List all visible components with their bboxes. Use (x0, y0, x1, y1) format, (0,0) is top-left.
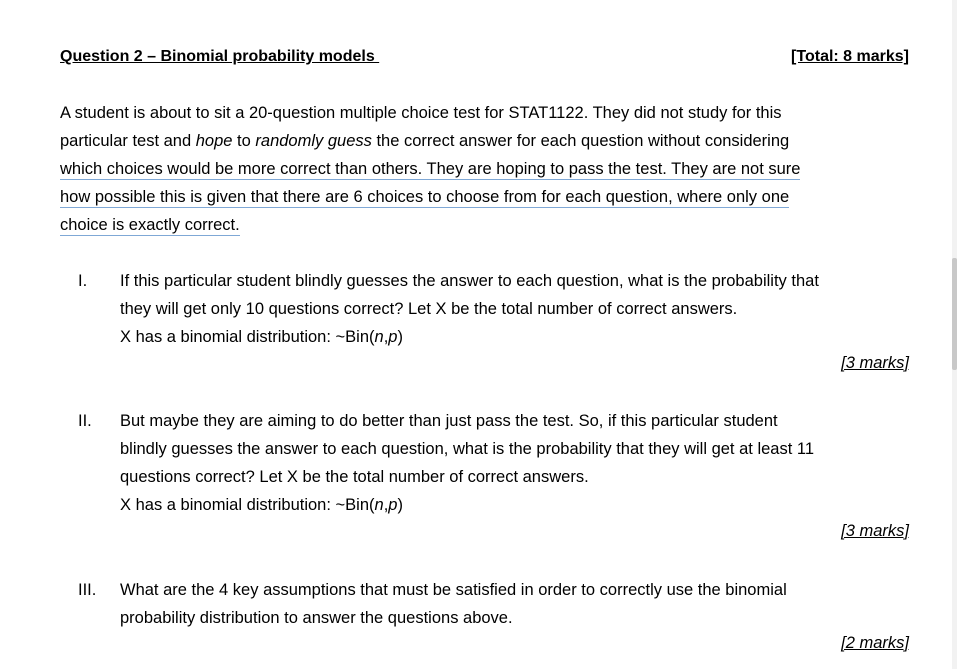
intro-text: to (232, 132, 256, 150)
question-total-marks: [Total: 8 marks] (791, 48, 909, 65)
question-part-1 (60, 267, 909, 377)
dist-suffix: ) (397, 328, 403, 346)
part-marks: [3 marks] (841, 522, 909, 540)
part-line: But maybe they are aiming to do better than just pass the test. So, if this particular student (120, 412, 778, 430)
part-marks: [2 marks] (841, 634, 909, 652)
intro-text-underlined: which choices would be more correct than others. They are hoping to pass the test. They are not sure (60, 160, 801, 178)
dist-p: p (388, 496, 398, 514)
dist-p: p (388, 328, 398, 346)
part-line-distribution (120, 323, 920, 351)
dist-n: n (374, 328, 384, 346)
intro-text-underlined: choice is exactly correct. (60, 216, 240, 234)
intro-text: the correct answer for each question without considering (371, 132, 790, 150)
part-number: I. (78, 272, 88, 290)
part-line: What are the 4 key assumptions that must be satisfied in order to correctly use the binomial (120, 581, 787, 599)
part-line: questions correct? Let X be the total number of correct answers. (120, 468, 589, 486)
intro-line (60, 183, 920, 211)
intro-emphasis: randomly guess (255, 132, 372, 150)
part-text (120, 576, 920, 632)
dist-prefix: X has a binomial distribution: ~Bin( (120, 496, 375, 514)
part-line: blindly guesses the answer to each question, what is the probability that they will get at least 11 (120, 440, 815, 458)
intro-paragraph (60, 99, 920, 239)
question-part-2 (60, 407, 909, 547)
intro-line (60, 155, 920, 183)
scrollbar-thumb[interactable] (952, 258, 957, 370)
intro-text: particular test and (60, 132, 196, 150)
dist-n: n (374, 496, 384, 514)
intro-line: A student is about to sit a 20-question multiple choice test for STAT1122. They did not study for this (60, 104, 782, 122)
intro-text-underlined: how possible this is given that there are 6 choices to choose from for each question, where only one (60, 188, 790, 206)
part-line: If this particular student blindly guesses the answer to each question, what is the probability that (120, 272, 819, 290)
part-text (120, 407, 920, 519)
part-number: III. (78, 581, 97, 599)
intro-line (60, 211, 920, 239)
question-header (60, 48, 909, 72)
dist-comma: , (383, 496, 389, 514)
part-line: they will get only 10 questions correct? Let X be the total number of correct answers. (120, 300, 738, 318)
part-line: probability distribution to answer the questions above. (120, 609, 513, 627)
dist-suffix: ) (397, 496, 403, 514)
dist-prefix: X has a binomial distribution: ~Bin( (120, 328, 375, 346)
question-title: Question 2 – Binomial probability models (60, 48, 380, 65)
question-part-3 (60, 576, 909, 661)
part-line-distribution (120, 491, 920, 519)
dist-comma: , (383, 328, 389, 346)
part-marks: [3 marks] (841, 354, 909, 372)
part-text (120, 267, 920, 351)
intro-line (60, 127, 920, 155)
intro-emphasis: hope (195, 132, 233, 150)
part-number: II. (78, 412, 92, 430)
